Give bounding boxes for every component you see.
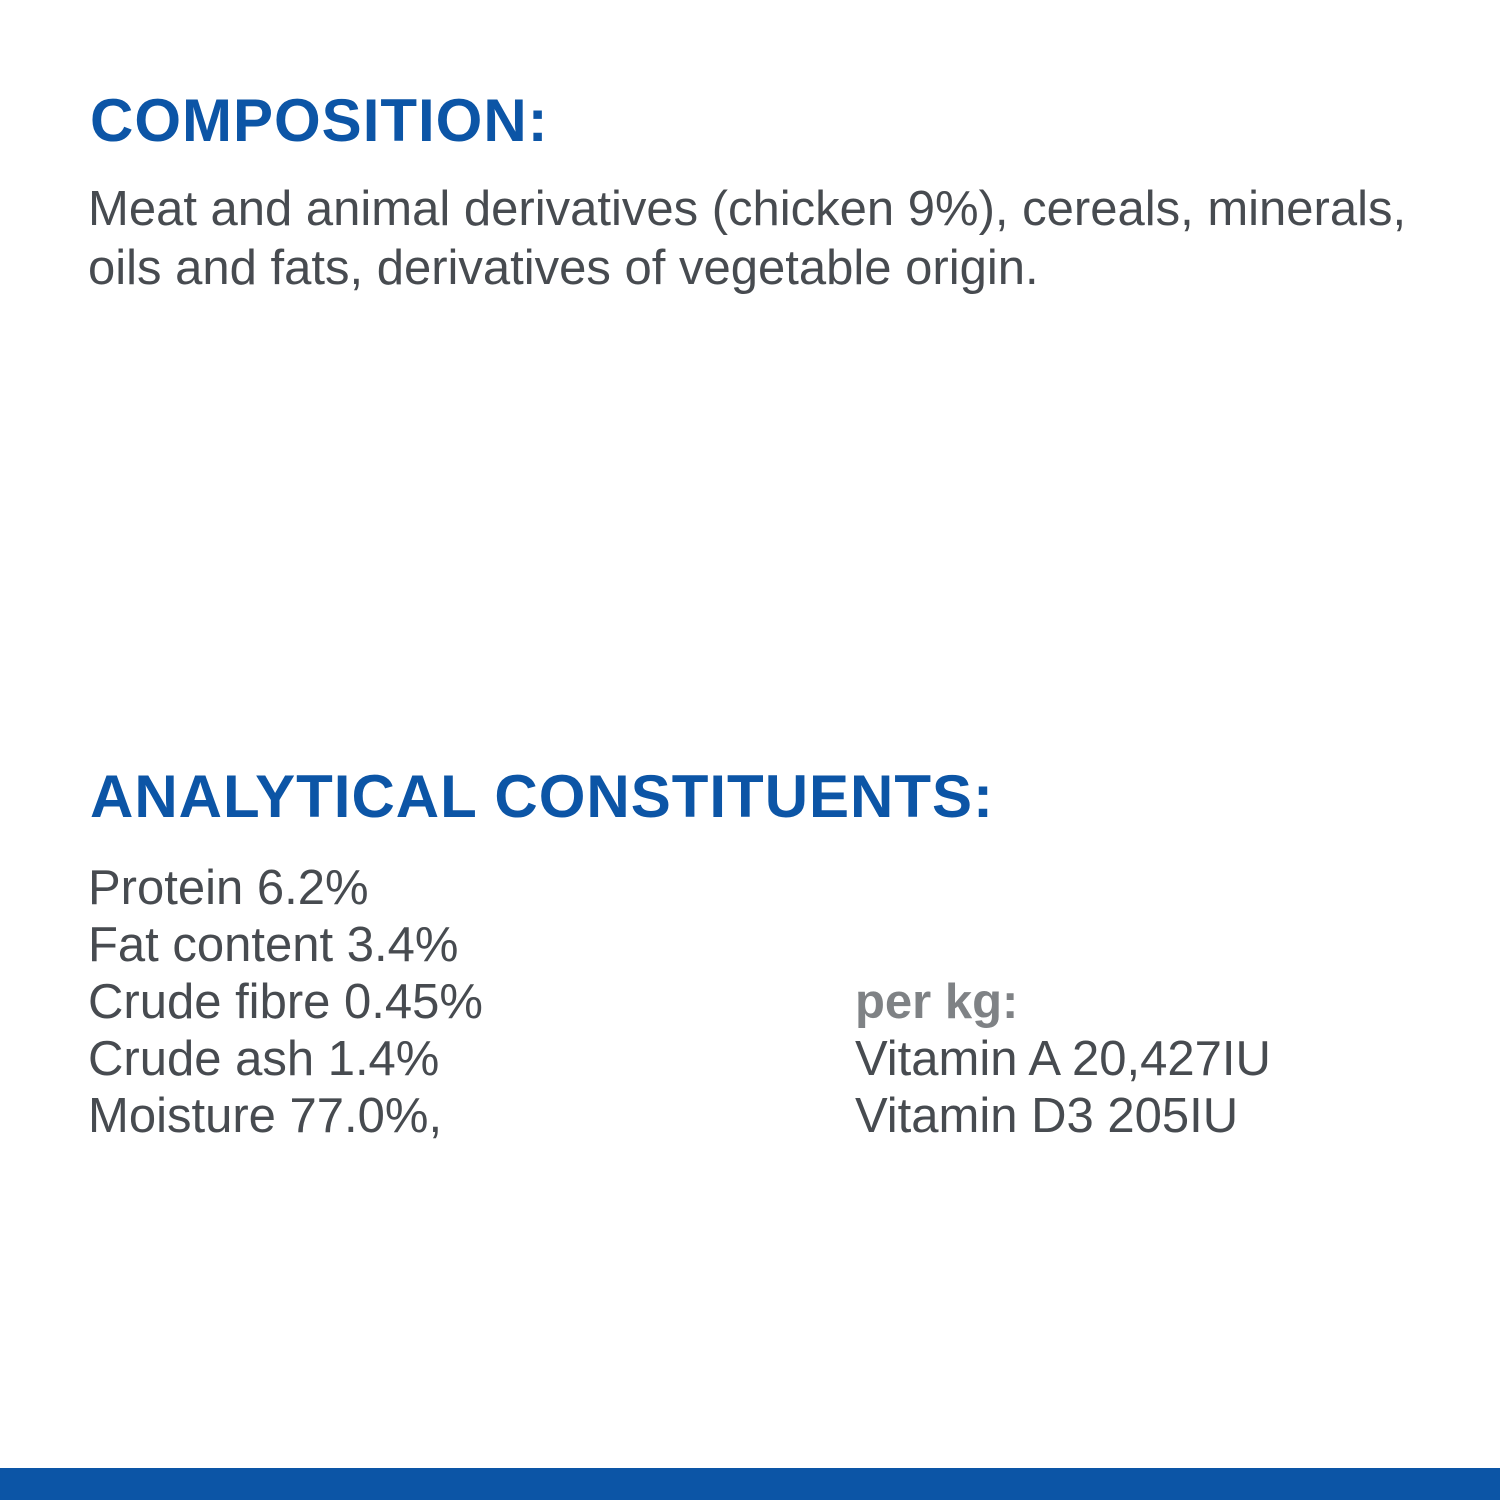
composition-body-text: Meat and animal derivatives (chicken 9%), cereals, minerals, oils and fats, derivatives of vegetable origin. [88, 182, 1407, 295]
analytical-constituents-heading: ANALYTICAL CONSTITUENTS: [90, 763, 995, 830]
nutrient-protein: Protein 6.2% [88, 861, 369, 915]
constituent-row-fat [88, 917, 1428, 974]
nutrient-crude-ash: Crude ash 1.4% [88, 1032, 440, 1086]
nutrient-fat-content: Fat content 3.4% [88, 918, 459, 972]
vitamin-d3-value: Vitamin D3 205IU [855, 1089, 1239, 1143]
constituent-row-ash [88, 1031, 1428, 1088]
bottom-accent-bar [0, 1468, 1500, 1500]
per-kg-heading: per kg: [855, 975, 1019, 1029]
nutrient-crude-fibre: Crude fibre 0.45% [88, 975, 483, 1029]
vitamin-a-value: Vitamin A 20,427IU [855, 1032, 1271, 1086]
constituent-row-protein [88, 860, 1428, 917]
constituent-row-fibre [88, 974, 1428, 1031]
nutrient-moisture: Moisture 77.0%, [88, 1089, 443, 1143]
composition-heading: COMPOSITION: [90, 87, 549, 154]
analytical-constituents-list [88, 860, 1428, 1145]
constituent-row-moisture [88, 1088, 1428, 1145]
